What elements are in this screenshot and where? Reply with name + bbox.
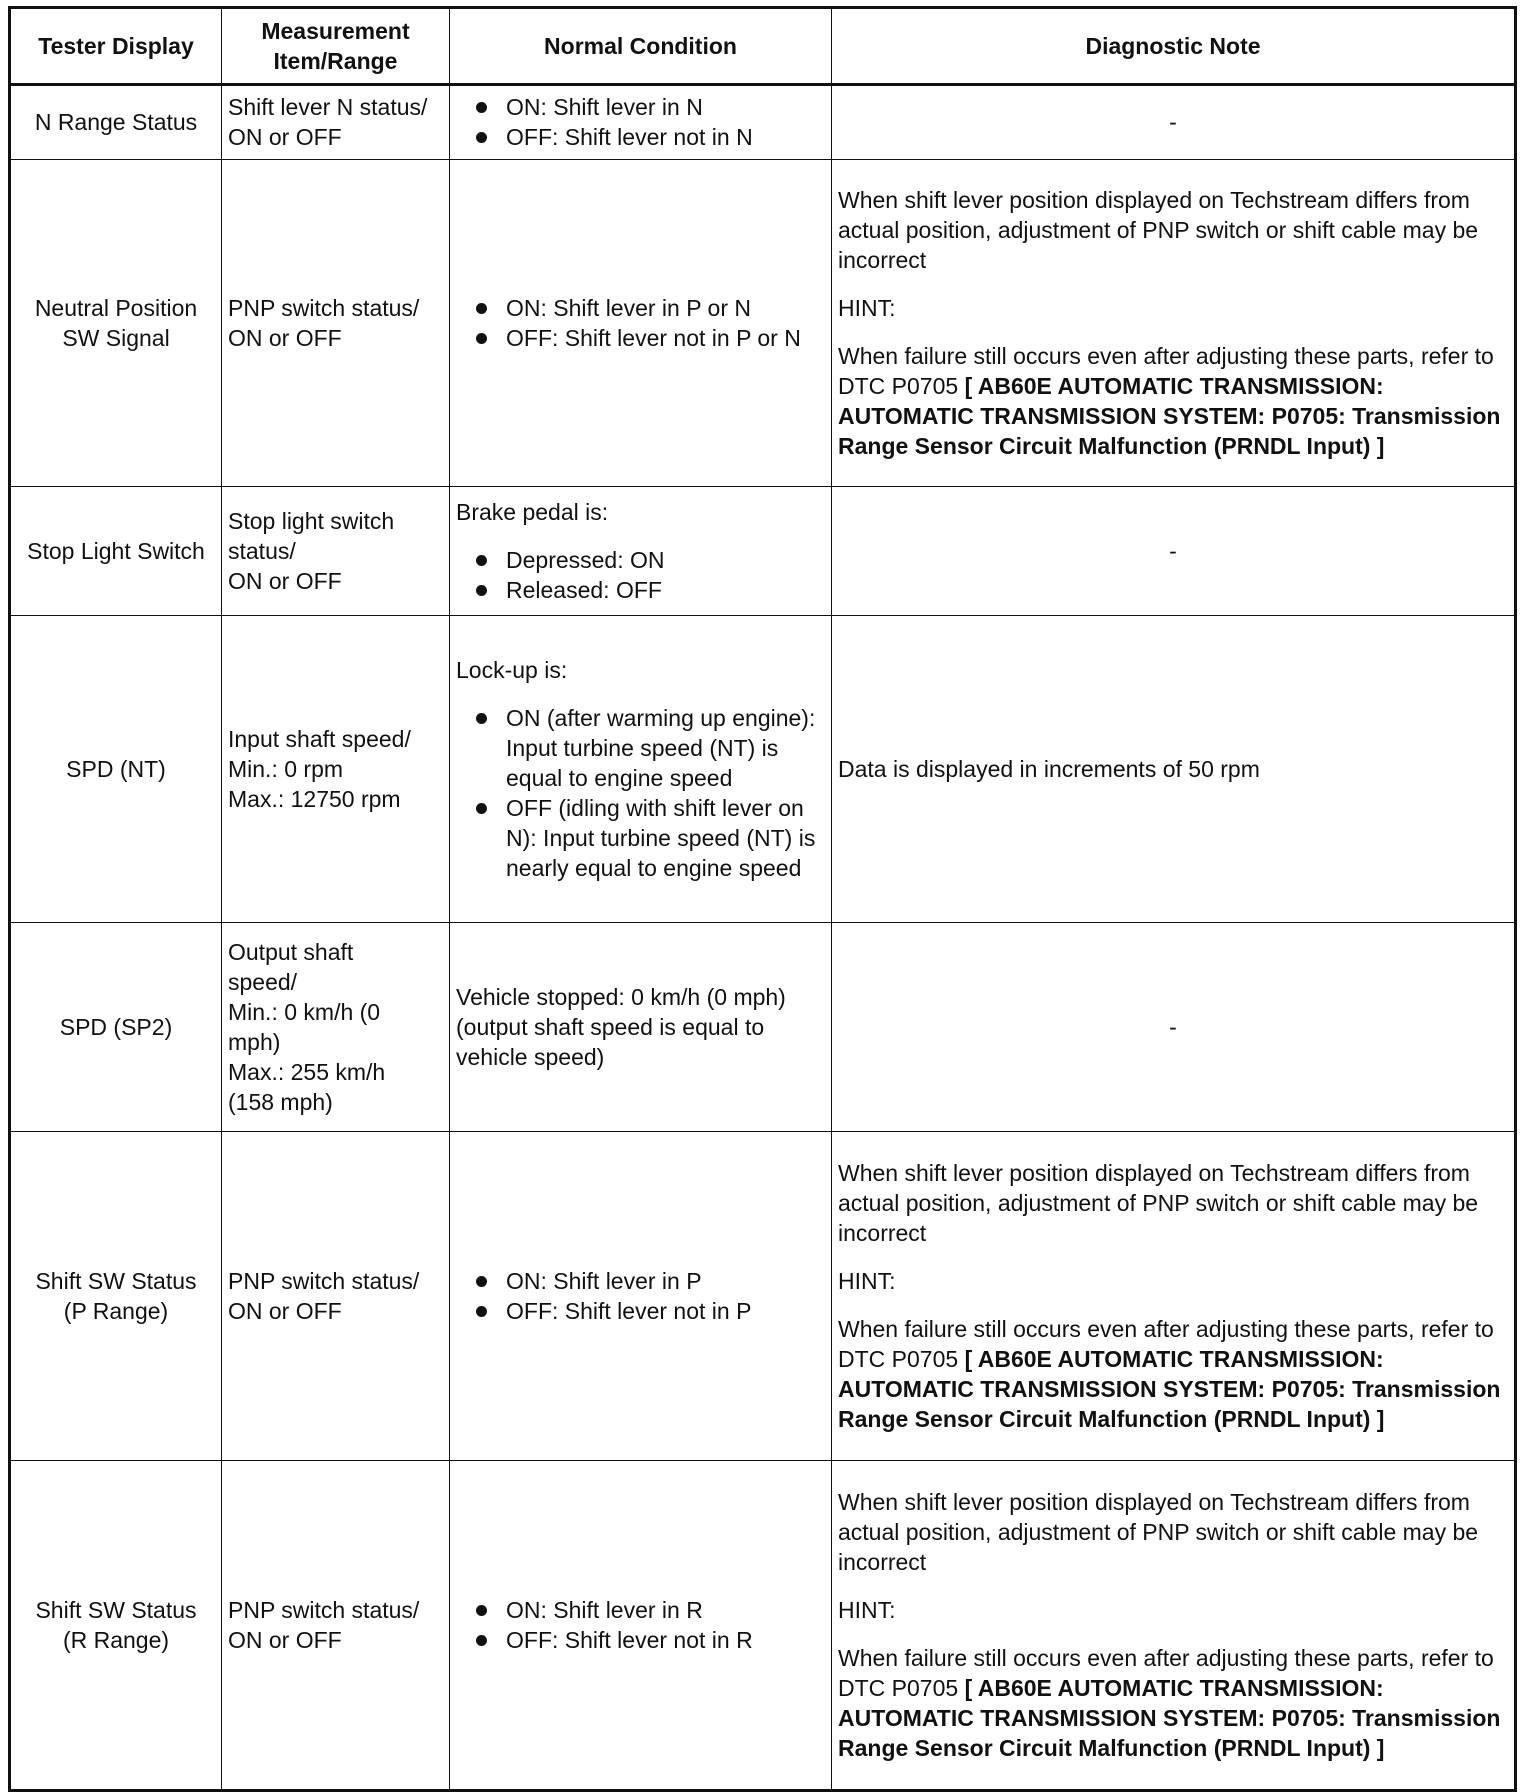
normal-condition-cell [450,616,832,922]
tester-display-text: Shift SW Status [35,1267,197,1294]
list-item: ON (after warming up engine): Input turbine speed (NT) is equal to engine speed [456,703,825,793]
diagnostic-note-cell [832,616,1516,922]
tester-display-cell [10,1131,222,1460]
tester-display-cell [10,922,222,1131]
normal-condition-list [456,92,825,152]
measurement-text: Max.: 255 km/h [228,1058,386,1085]
header-row [10,8,1516,85]
normal-condition-lead: Lock-up is: [456,657,568,684]
tester-display-cell [10,159,222,487]
diagnostic-note-text: When shift lever position displayed on Techstream differs from actual position, adjustment of PNP switch or shift cable may be incorrect [838,1488,1479,1575]
hint-failure-text: When failure still occurs even after adjusting these parts, refer to DTC P0705 [838,1644,1494,1701]
normal-condition-list [456,1266,825,1326]
measurement-text: Stop light switch [228,508,395,535]
measurement-text: ON or OFF [228,568,342,595]
list-item: ON: Shift lever in N [456,92,825,122]
normal-condition-cell [450,1460,832,1790]
measurement-text: speed/ [228,968,298,995]
table-row [10,85,1516,160]
measurement-text: Shift lever N status/ [228,94,428,121]
measurement-text: Min.: 0 km/h (0 [228,998,381,1025]
dtc-reference-link[interactable]: [ AB60E AUTOMATIC TRANSMISSION: AUTOMATIC TRANSMISSION SYSTEM: P0705: Transmission Range Sensor Circuit Malfunction (PRNDL Input) ] [838,373,1501,460]
measurement-text: ON or OFF [228,325,342,352]
list-item: OFF: Shift lever not in P or N [456,323,825,353]
normal-condition-list [456,293,825,353]
normal-condition-cell [450,159,832,487]
table-row [10,616,1516,922]
diagnostic-note-cell [832,159,1516,487]
table-row [10,1131,1516,1460]
diagnostic-note-cell [832,85,1516,160]
normal-condition-line: (output shaft speed is equal to [456,1013,765,1040]
tester-display-text: (P Range) [63,1297,169,1324]
tester-display-text: Shift SW Status [35,1596,197,1623]
hint-text [838,1314,1508,1434]
table-row [10,922,1516,1131]
diagnostic-note-text: When shift lever position displayed on Techstream differs from actual position, adjustment of PNP switch or shift cable may be incorrect [838,187,1479,274]
measurement-text: Output shaft [228,938,354,965]
measurement-text: ON or OFF [228,124,342,151]
measurement-text: PNP switch status/ [228,1596,420,1623]
measurement-text: status/ [228,538,296,565]
tester-display-text: Stop Light Switch [27,538,205,565]
tester-display-cell [10,1460,222,1790]
empty-note-dash: - [1169,109,1177,136]
normal-condition-line: Vehicle stopped: 0 km/h (0 mph) [456,983,786,1010]
tester-display-text: SW Signal [62,325,170,352]
diagnostic-note-cell [832,487,1516,616]
list-item: Released: OFF [456,575,825,605]
list-item: ON: Shift lever in R [456,1595,825,1625]
diagnostic-note-text: Data is displayed in increments of 50 rpm [838,756,1260,783]
hint-failure-text: When failure still occurs even after adjusting these parts, refer to DTC P0705 [838,1315,1494,1372]
tester-display-text: N Range Status [34,109,198,136]
measurement-text: Min.: 0 rpm [228,756,344,783]
measurement-cell [222,922,450,1131]
measurement-text: mph) [228,1028,281,1055]
list-item: ON: Shift lever in P [456,1266,825,1296]
list-item: ON: Shift lever in P or N [456,293,825,323]
measurement-text: Max.: 12750 rpm [228,786,401,813]
tester-display-cell [10,487,222,616]
data-list-table [8,6,1517,1792]
tester-display-cell [10,616,222,922]
normal-condition-cell [450,85,832,160]
normal-condition-text [456,982,825,1072]
diagnostic-note-cell [832,922,1516,1131]
empty-note-dash: - [1169,1013,1177,1040]
header-normal-condition: Normal Condition [450,8,832,85]
normal-condition-list [456,1595,825,1655]
normal-condition-lead: Brake pedal is: [456,499,609,526]
normal-condition-cell [450,487,832,616]
diagnostic-note-cell [832,1131,1516,1460]
measurement-text: PNP switch status/ [228,295,420,322]
tester-display-cell [10,85,222,160]
tester-display-text: (R Range) [62,1626,170,1653]
table-row [10,487,1516,616]
measurement-cell [222,85,450,160]
hint-label: HINT: [838,295,896,322]
empty-note-dash: - [1169,538,1177,565]
hint-label: HINT: [838,1267,896,1294]
tester-display-text: SPD (SP2) [59,1013,173,1040]
measurement-cell [222,1131,450,1460]
measurement-cell [222,487,450,616]
normal-condition-cell [450,922,832,1131]
hint-failure-text: When failure still occurs even after adjusting these parts, refer to DTC P0705 [838,343,1494,400]
list-item: OFF: Shift lever not in P [456,1296,825,1326]
list-item: OFF: Shift lever not in R [456,1625,825,1655]
table-row [10,1460,1516,1790]
header-diagnostic-note: Diagnostic Note [832,8,1516,85]
hint-label: HINT: [838,1596,896,1623]
dtc-reference-link[interactable]: [ AB60E AUTOMATIC TRANSMISSION: AUTOMATIC TRANSMISSION SYSTEM: P0705: Transmission Range Sensor Circuit Malfunction (PRNDL Input) ] [838,1674,1501,1761]
measurement-text: Input shaft speed/ [228,726,411,753]
hint-text [838,1643,1508,1763]
measurement-cell [222,159,450,487]
tester-display-text: Neutral Position [34,295,198,322]
measurement-text: (158 mph) [228,1088,333,1115]
diagnostic-note-text: When shift lever position displayed on Techstream differs from actual position, adjustment of PNP switch or shift cable may be incorrect [838,1159,1479,1246]
normal-condition-line: vehicle speed) [456,1043,605,1070]
diagnostic-note-cell [832,1460,1516,1790]
table-row [10,159,1516,487]
header-measurement: Measurement Item/Range [222,8,450,85]
tester-display-text: SPD (NT) [66,756,166,783]
measurement-text: ON or OFF [228,1626,342,1653]
header-tester-display: Tester Display [10,8,222,85]
measurement-cell [222,616,450,922]
measurement-cell [222,1460,450,1790]
measurement-text: PNP switch status/ [228,1267,420,1294]
normal-condition-list [456,703,825,883]
list-item: OFF: Shift lever not in N [456,122,825,152]
normal-condition-list [456,545,825,605]
hint-text [838,341,1508,461]
dtc-reference-link[interactable]: [ AB60E AUTOMATIC TRANSMISSION: AUTOMATIC TRANSMISSION SYSTEM: P0705: Transmission Range Sensor Circuit Malfunction (PRNDL Input) ] [838,1345,1501,1432]
normal-condition-cell [450,1131,832,1460]
measurement-text: ON or OFF [228,1297,342,1324]
list-item: OFF (idling with shift lever on N): Input turbine speed (NT) is nearly equal to engine speed [456,793,825,883]
list-item: Depressed: ON [456,545,825,575]
